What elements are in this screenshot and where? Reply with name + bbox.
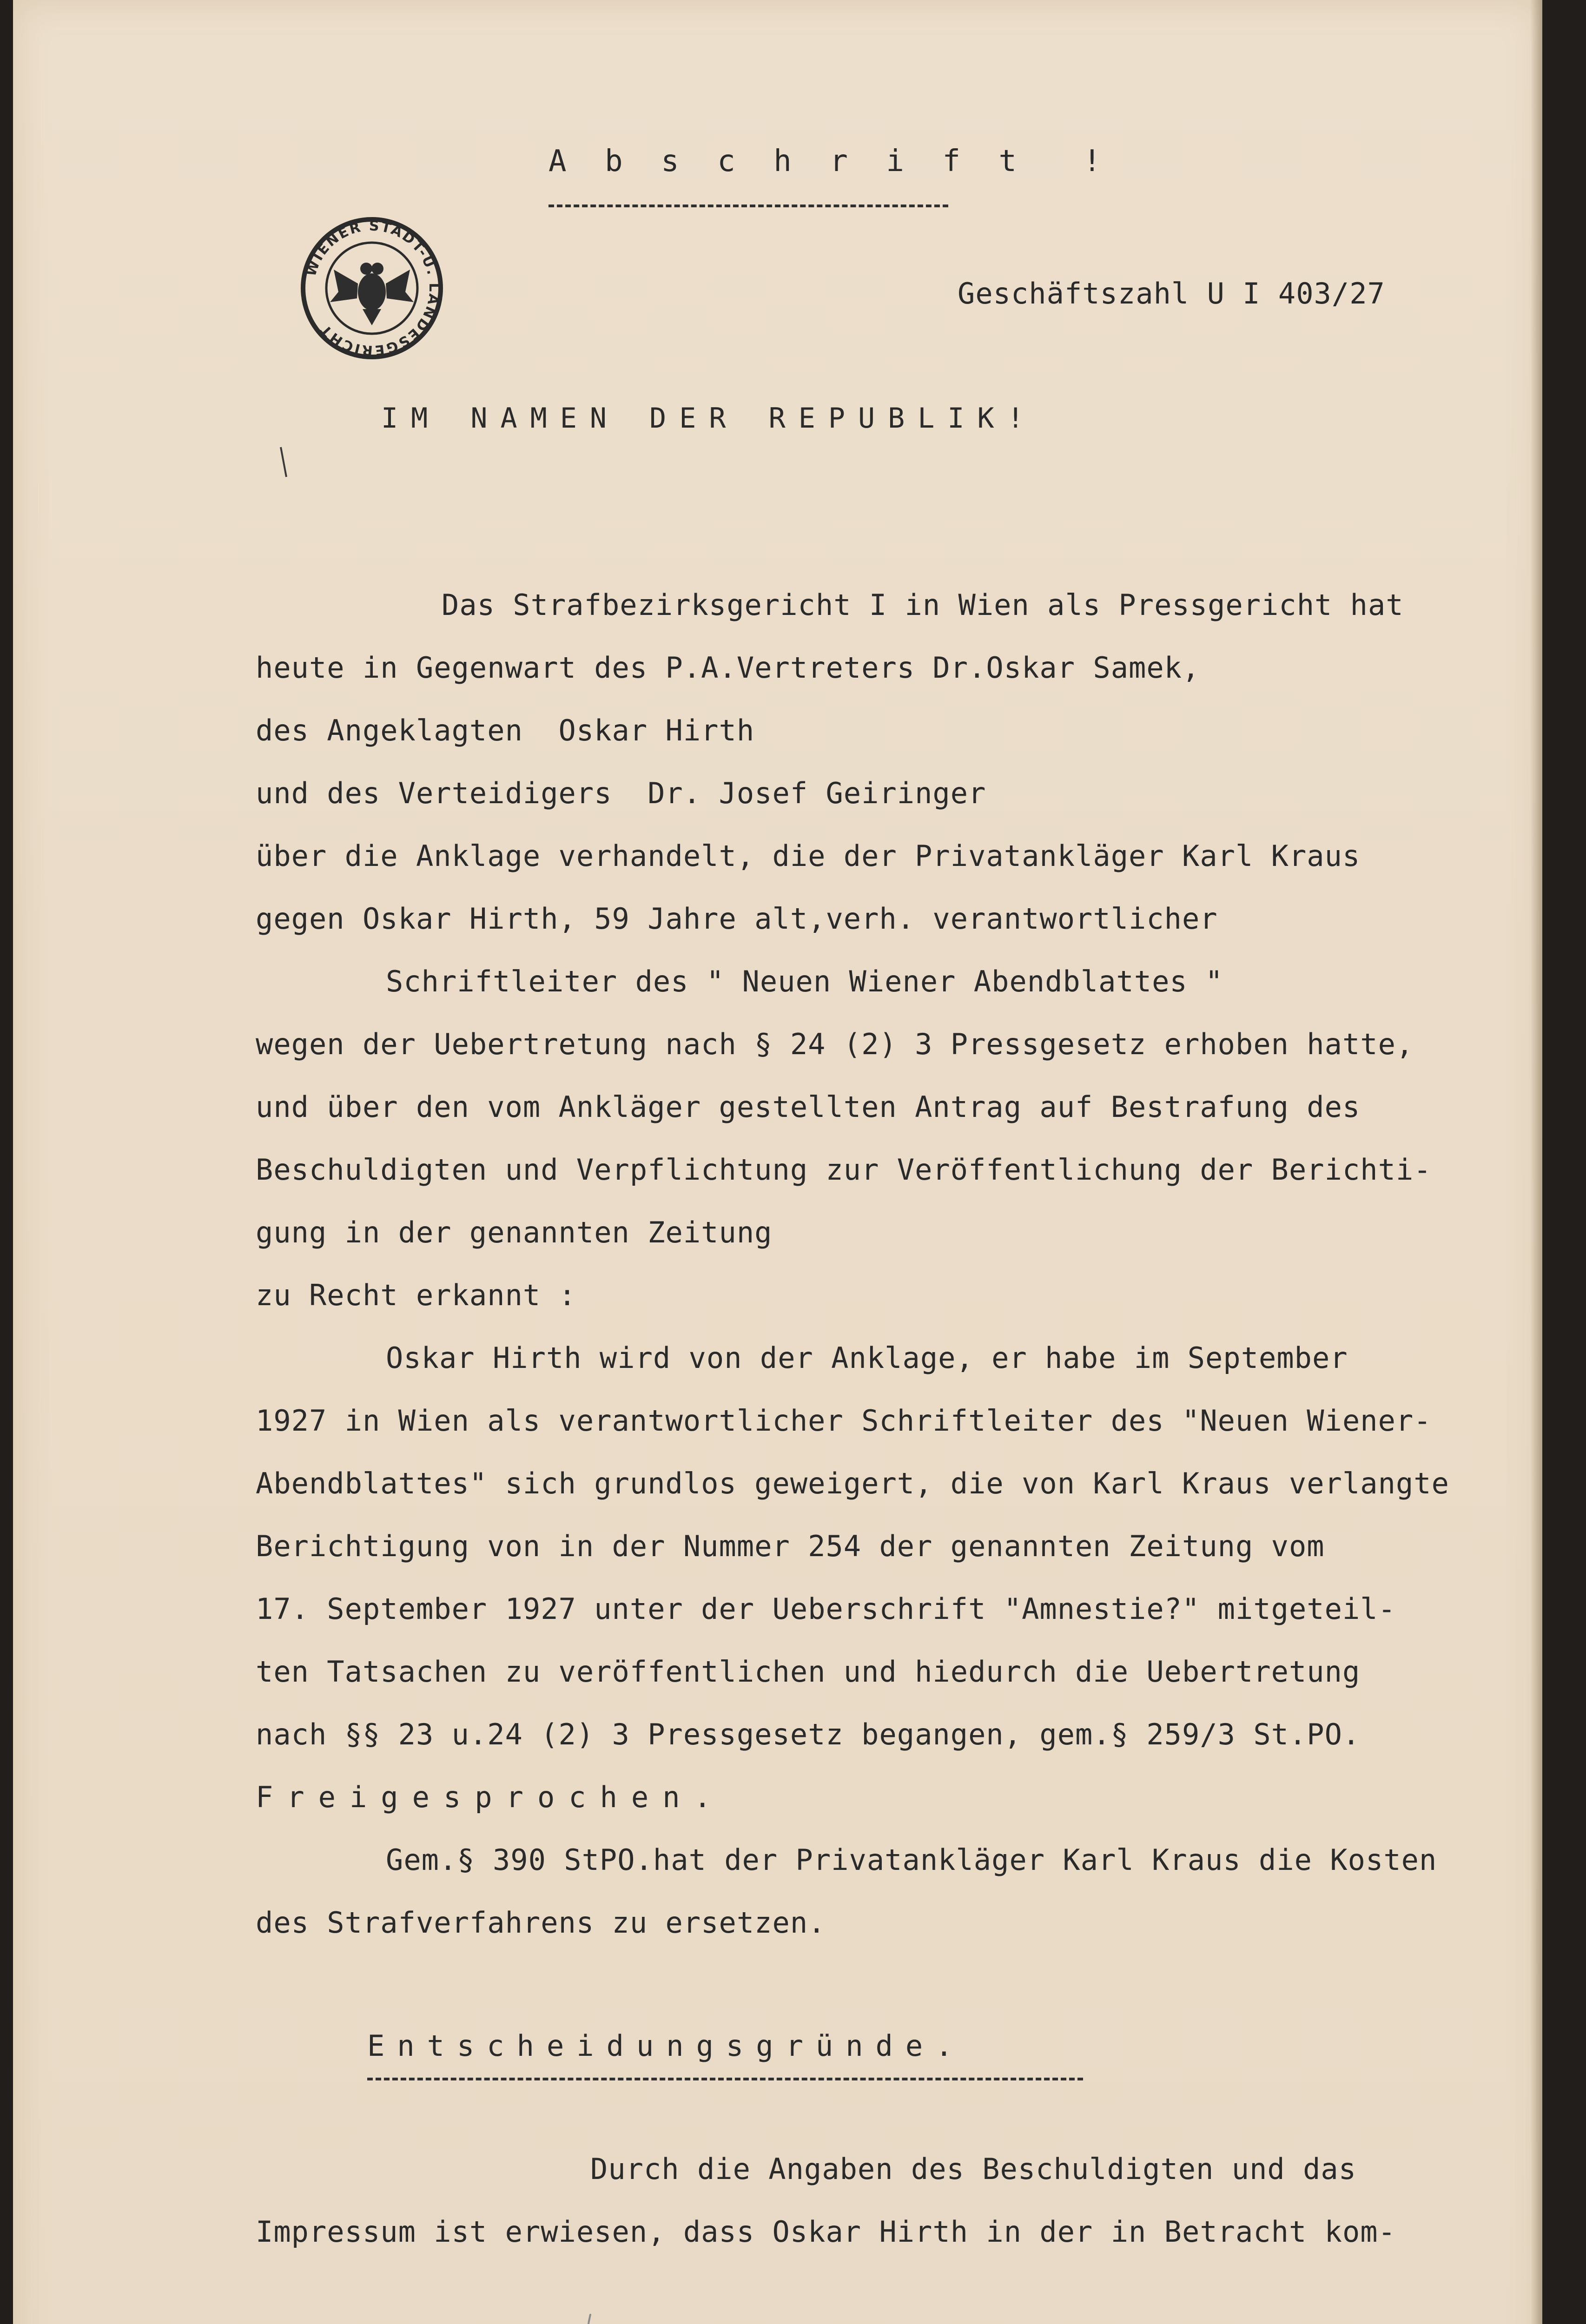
verdict-line: 17. September 1927 unter der Ueberschrift "Amnestie?" mitgeteil- (256, 1592, 1396, 1626)
case-number: Geschäftszahl U I 403/27 (958, 277, 1385, 310)
verdict-line: Berichtigung von in der Nummer 254 der genannten Zeitung vom (256, 1529, 1325, 1563)
verdict-line: Oskar Hirth wird von der Anklage, er habe im September (386, 1341, 1348, 1375)
verdict-line: 1927 in Wien als verantwortlicher Schriftleiter des "Neuen Wiener- (256, 1404, 1432, 1438)
paper-edge (1530, 0, 1542, 2324)
verdict-line: und des Verteidigers Dr. Josef Geiringer (256, 776, 986, 810)
verdict-line: heute in Gegenwart des P.A.Vertreters Dr.Oskar Samek, (256, 651, 1200, 685)
verdict-line: Beschuldigten und Verpflichtung zur Veröffentlichung der Berichti- (256, 1153, 1432, 1187)
republik-heading: IM NAMEN DER REPUBLIK! (381, 402, 1037, 435)
document-title: A b s c h r i f t ! (548, 144, 1111, 178)
title-underline (548, 205, 948, 207)
verdict-line: Gem.§ 390 StPO.hat der Privatankläger Karl Kraus die Kosten (386, 1843, 1437, 1877)
verdict-line: gegen Oskar Hirth, 59 Jahre alt,verh. verantwortlicher (256, 902, 1218, 936)
verdict-acquitted: Freigesprochen. (256, 1780, 725, 1814)
verdict-line: Das Strafbezirksgericht I in Wien als Pressgericht hat (442, 588, 1404, 622)
verdict-line: über die Anklage verhandelt, die der Privatankläger Karl Kraus (256, 839, 1361, 873)
section-heading: Entscheidungsgründe. (367, 2029, 965, 2063)
verdict-line: des Strafverfahrens zu ersetzen. (256, 1906, 826, 1940)
verdict-line: des Angeklagten Oskar Hirth (256, 713, 755, 747)
reasons-line: Durch die Angaben des Beschuldigten und das (590, 2152, 1357, 2186)
signature-icon (576, 2305, 762, 2324)
verdict-line: gung in der genannten Zeitung (256, 1215, 773, 1249)
verdict-line: ten Tatsachen zu veröffentlichen und hiedurch die Uebertretung (256, 1655, 1361, 1689)
verdict-line: nach §§ 23 u.24 (2) 3 Pressgesetz begangen, gem.§ 259/3 St.PO. (256, 1717, 1361, 1751)
verdict-line: wegen der Uebertretung nach § 24 (2) 3 Pressgesetz erhoben hatte, (256, 1027, 1414, 1061)
court-stamp-icon (297, 214, 446, 363)
section-underline (367, 2078, 1083, 2080)
verdict-line: zu Recht erkannt : (256, 1278, 576, 1312)
verdict-line: und über den vom Ankläger gestellten Antrag auf Bestrafung des (256, 1090, 1361, 1124)
svg-text:WIENER STADT-U. LANDESGERICHT: WIENER STADT-U. LANDESGERICHT (303, 218, 443, 359)
pencil-mark-icon (279, 446, 288, 479)
verdict-line: Abendblattes" sich grundlos geweigert, die von Karl Kraus verlangte (256, 1466, 1449, 1500)
verdict-line: Schriftleiter des " Neuen Wiener Abendblattes " (386, 964, 1223, 998)
reasons-line: Impressum ist erwiesen, dass Oskar Hirth in der in Betracht kom- (256, 2215, 1396, 2249)
